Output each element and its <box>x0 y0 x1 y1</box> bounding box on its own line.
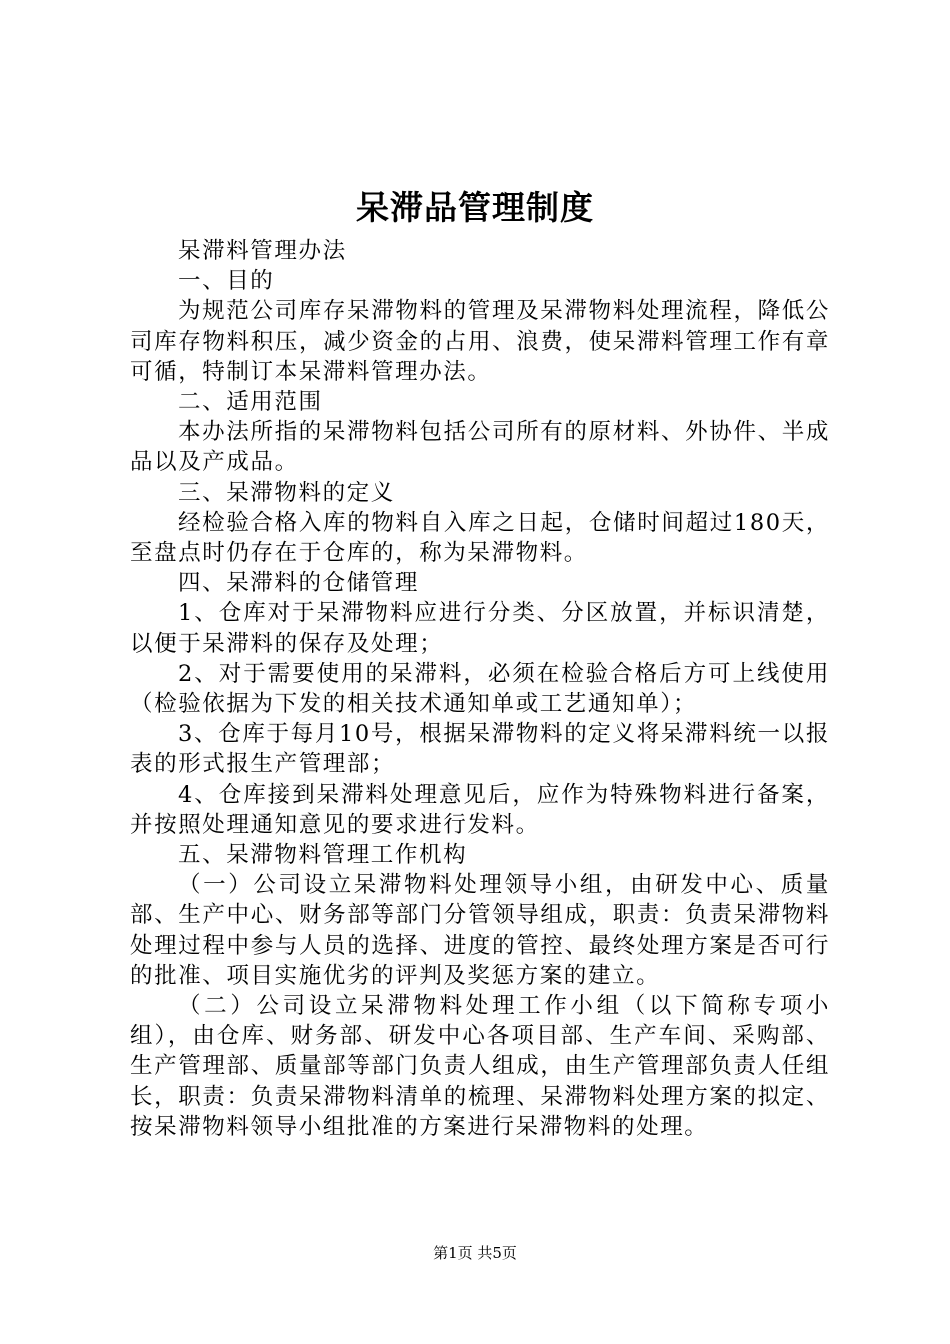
paragraph-storage-item-3: 3、仓库于每月10号，根据呆滞物料的定义将呆滞料统一以报表的形式报生产管理部； <box>130 721 830 778</box>
paragraph-scope: 本办法所指的呆滞物料包括公司所有的原材料、外协件、半成品以及产成品。 <box>130 419 830 476</box>
section-heading-storage: 四、呆滞料的仓储管理 <box>178 570 420 597</box>
paragraph-organization-1: （一）公司设立呆滞物料处理领导小组，由研发中心、质量部、生产中心、财务部等部门分管领导组成，职责：负责呆滞物料处理过程中参与人员的选择、进度的管控、最终处理方案是否可行的批准、项目实施优劣的评判及奖惩方案的建立。 <box>130 872 830 989</box>
section-heading-organization: 五、呆滞物料管理工作机构 <box>178 842 468 869</box>
section-heading-definition: 三、呆滞物料的定义 <box>178 479 395 506</box>
paragraph-heading-method: 呆滞料管理办法 <box>178 238 347 264</box>
section-heading-purpose: 一、目的 <box>178 268 275 295</box>
section-heading-scope: 二、适用范围 <box>178 389 323 416</box>
document-title: 呆滞品管理制度 <box>356 188 594 227</box>
page-footer: 第1页 共5页 <box>433 1244 517 1262</box>
paragraph-purpose: 为规范公司库存呆滞物料的管理及呆滞物料处理流程，降低公司库存物料积压，减少资金的占用、浪费，使呆滞料管理工作有章可循，特制订本呆滞料管理办法。 <box>130 298 830 385</box>
paragraph-definition: 经检验合格入库的物料自入库之日起，仓储时间超过180天，至盘点时仍存在于仓库的，称为呆滞物料。 <box>130 509 830 567</box>
paragraph-storage-item-2: 2、对于需要使用的呆滞料，必须在检验合格后方可上线使用（检验依据为下发的相关技术通知单或工艺通知单）； <box>130 660 830 718</box>
document-body <box>130 236 830 1142</box>
paragraph-storage-item-4: 4、仓库接到呆滞料处理意见后，应作为特殊物料进行备案，并按照处理通知意见的要求进行发料。 <box>130 781 830 838</box>
paragraph-storage-item-1: 1、仓库对于呆滞物料应进行分类、分区放置，并标识清楚，以便于呆滞料的保存及处理； <box>130 600 830 657</box>
paragraph-organization-2: （二）公司设立呆滞物料处理工作小组（以下简称专项小组），由仓库、财务部、研发中心各项目部、生产车间、采购部、生产管理部、质量部等部门负责人组成，由生产管理部负责人任组长，职责：负责呆滞物料清单的梳理、呆滞物料处理方案的拟定、按呆滞物料领导小组批准的方案进行呆滞物料的处理。 <box>130 993 830 1140</box>
